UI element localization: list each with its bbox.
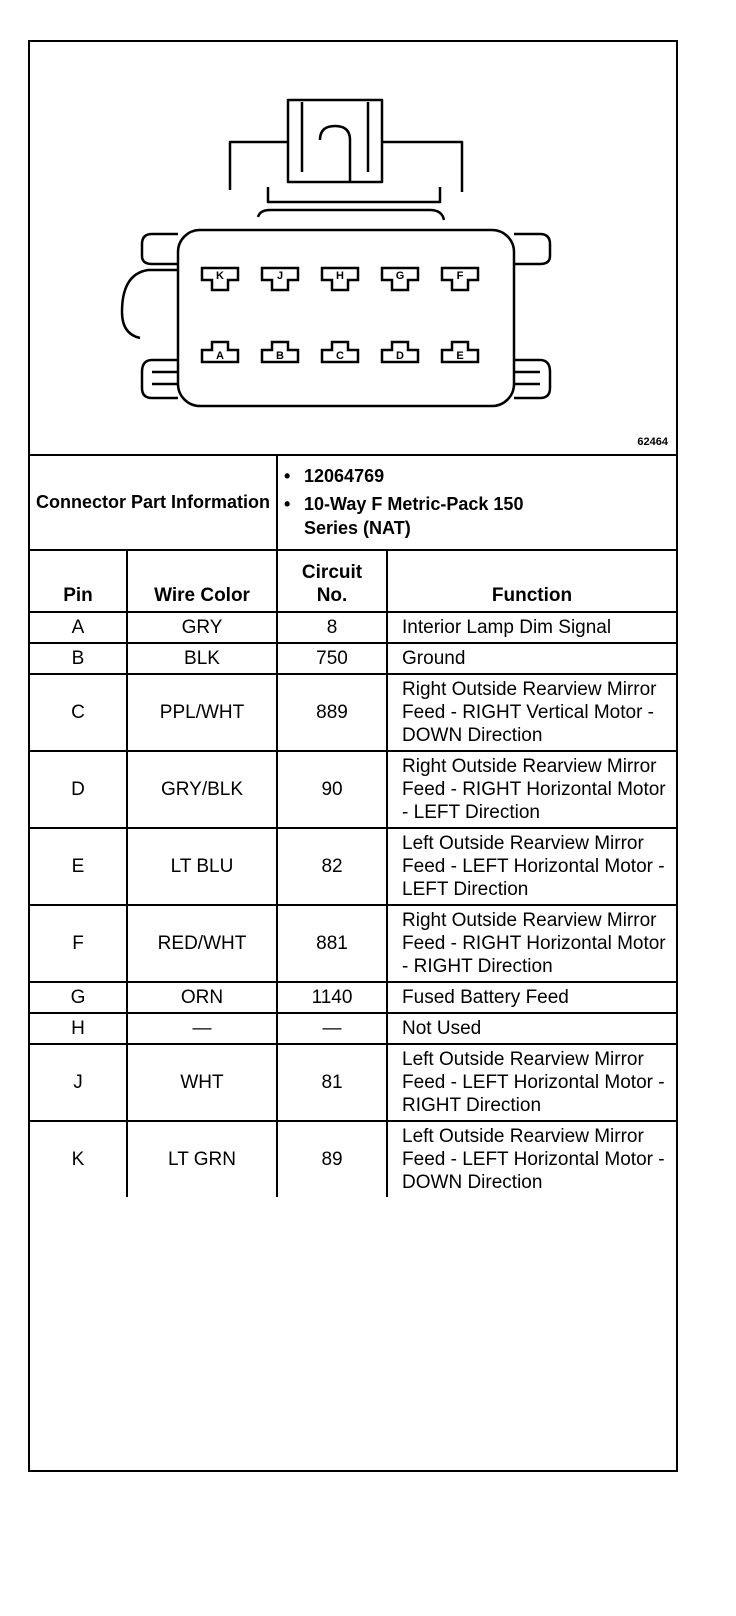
pin-label-b: B	[276, 350, 284, 362]
wire-color-cell: RED/WHT	[127, 905, 277, 982]
table-row	[30, 643, 676, 674]
table-row	[30, 828, 676, 905]
pinout-table	[30, 454, 676, 1197]
pin-cavity-g	[382, 268, 418, 290]
table-row	[30, 1044, 676, 1121]
pin-label-g: G	[395, 270, 405, 282]
pin-cell: F	[30, 905, 127, 982]
wire-color-cell: ORN	[127, 982, 277, 1013]
upper-shroud	[230, 142, 462, 192]
table-row	[30, 1013, 676, 1044]
connector-diagram	[30, 42, 676, 456]
pin-label-f: F	[456, 270, 464, 282]
function-cell: Not Used	[387, 1013, 676, 1044]
pin-cavity-b	[262, 342, 298, 362]
table-row	[30, 905, 676, 982]
circuit-cell: 889	[277, 674, 387, 751]
function-cell: Right Outside Rearview Mirror Feed - RIGHT Horizontal Motor - LEFT Direction	[387, 751, 676, 828]
pin-label-e: E	[456, 350, 464, 362]
wire-color-cell: GRY	[127, 612, 277, 643]
header-circuit-no-text: Circuit No.	[301, 562, 363, 606]
pin-label-h: H	[336, 270, 344, 282]
circuit-cell: 1140	[277, 982, 387, 1013]
pin-label-j: J	[276, 270, 284, 282]
circuit-cell: —	[277, 1013, 387, 1044]
circuit-cell: 81	[277, 1044, 387, 1121]
pin-cell: E	[30, 828, 127, 905]
pin-label-a: A	[216, 350, 224, 362]
function-cell: Right Outside Rearview Mirror Feed - RIGHT Horizontal Motor - RIGHT Direction	[387, 905, 676, 982]
wire-color-cell: WHT	[127, 1044, 277, 1121]
table-row	[30, 751, 676, 828]
part-number: • 12064769	[304, 464, 676, 488]
function-cell: Left Outside Rearview Mirror Feed - LEFT Horizontal Motor - DOWN Direction	[387, 1121, 676, 1197]
pin-cavity-d	[382, 342, 418, 362]
pin-cavity-j	[262, 268, 298, 290]
pin-cavity-c	[322, 342, 358, 362]
pin-label-c: C	[336, 350, 344, 362]
pin-cavity-k	[202, 268, 238, 290]
pin-cavity-f	[442, 268, 478, 290]
table-row	[30, 612, 676, 643]
pin-label-d: D	[396, 350, 404, 362]
pin-cavity-h	[322, 268, 358, 290]
pin-cell: C	[30, 674, 127, 751]
function-cell: Left Outside Rearview Mirror Feed - LEFT Horizontal Motor - LEFT Direction	[387, 828, 676, 905]
pin-cell: B	[30, 643, 127, 674]
wire-color-cell: —	[127, 1013, 277, 1044]
circuit-cell: 90	[277, 751, 387, 828]
pin-cavity-e	[442, 342, 478, 362]
pin-cell: D	[30, 751, 127, 828]
table-header-row	[30, 550, 676, 612]
pin-cavity-a	[202, 342, 238, 362]
circuit-cell: 8	[277, 612, 387, 643]
function-cell: Left Outside Rearview Mirror Feed - LEFT Horizontal Motor - RIGHT Direction	[387, 1044, 676, 1121]
connector-info-label: Connector Part Information	[30, 454, 277, 550]
pin-cell: A	[30, 612, 127, 643]
circuit-cell: 89	[277, 1121, 387, 1197]
connector-face-drawing	[30, 42, 676, 454]
wire-color-cell: BLK	[127, 643, 277, 674]
table-row	[30, 674, 676, 751]
pin-cell: J	[30, 1044, 127, 1121]
wire-color-cell: LT BLU	[127, 828, 277, 905]
pin-cell: K	[30, 1121, 127, 1197]
circuit-cell: 750	[277, 643, 387, 674]
circuit-cell: 881	[277, 905, 387, 982]
pin-cell: H	[30, 1013, 127, 1044]
header-circuit-no	[277, 550, 387, 612]
function-cell: Right Outside Rearview Mirror Feed - RIGHT Vertical Motor - DOWN Direction	[387, 674, 676, 751]
wire-color-cell: PPL/WHT	[127, 674, 277, 751]
wire-color-cell: GRY/BLK	[127, 751, 277, 828]
table-row	[30, 1121, 676, 1197]
lock-tab-latch	[320, 126, 350, 182]
connector-info-row	[30, 454, 676, 550]
connector-info-values	[277, 454, 676, 550]
function-cell: Interior Lamp Dim Signal	[387, 612, 676, 643]
wire-color-cell: LT GRN	[127, 1121, 277, 1197]
connector-body	[178, 230, 514, 406]
header-function: Function	[387, 550, 676, 612]
circuit-cell: 82	[277, 828, 387, 905]
header-pin: Pin	[30, 550, 127, 612]
function-cell: Ground	[387, 643, 676, 674]
connector-sheet	[28, 40, 678, 1472]
header-wire-color: Wire Color	[127, 550, 277, 612]
pin-cell: G	[30, 982, 127, 1013]
table-row	[30, 982, 676, 1013]
connector-description: • 10-Way F Metric-Pack 150 Series (NAT)	[304, 492, 554, 540]
function-cell: Fused Battery Feed	[387, 982, 676, 1013]
pin-label-k: K	[216, 270, 224, 282]
figure-number: 62464	[637, 436, 668, 448]
